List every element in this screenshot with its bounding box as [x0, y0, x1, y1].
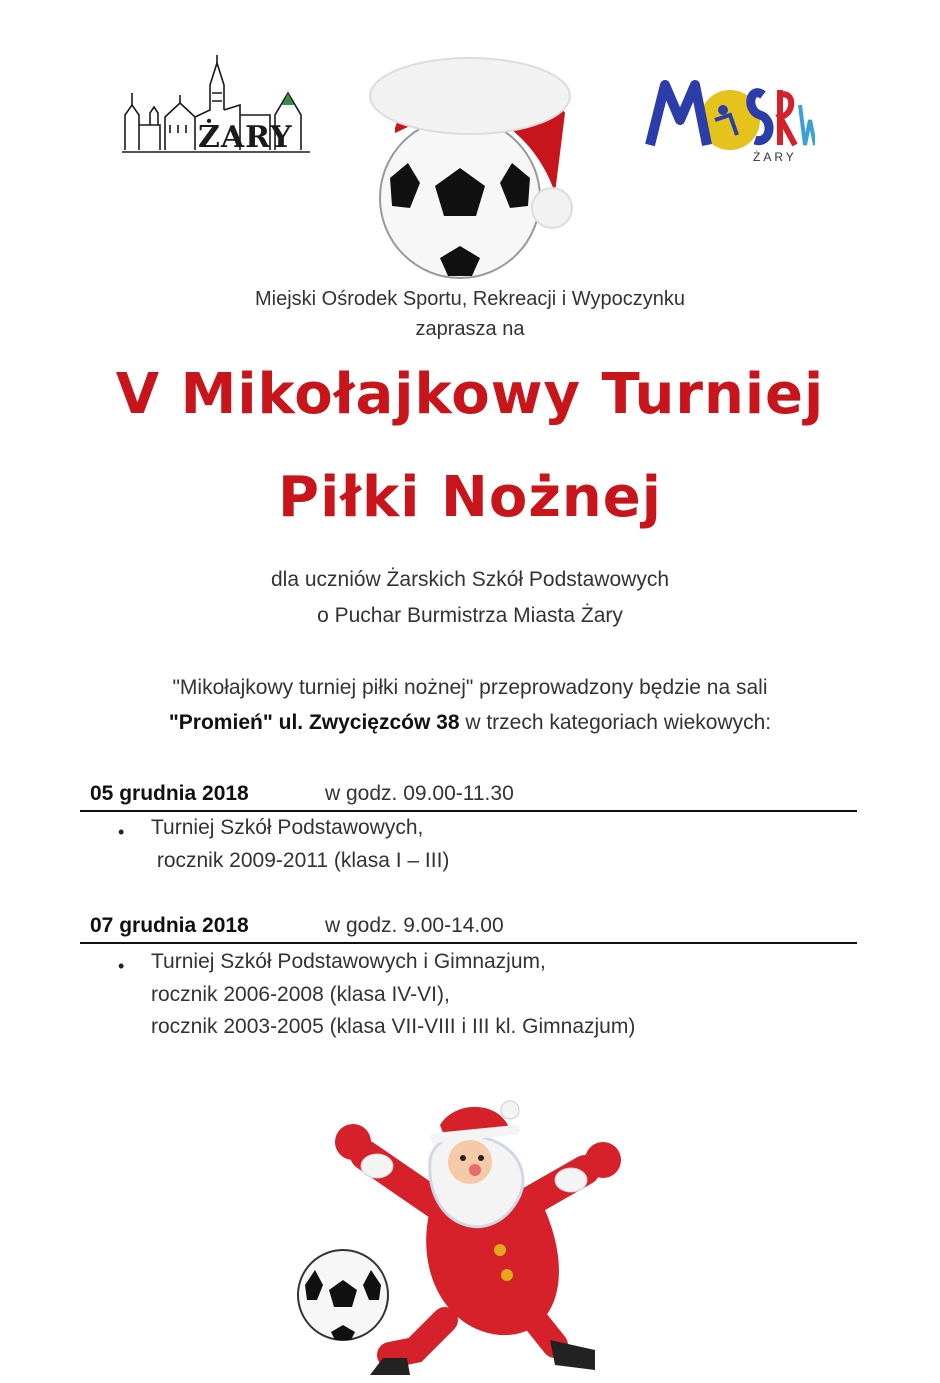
- santa-icon: [295, 1100, 645, 1375]
- mosir-logo-icon: [645, 65, 815, 155]
- organizer-name: Miejski Ośrodek Sportu, Rekreacji i Wypoczynku: [255, 288, 685, 310]
- trophy-text: o Puchar Burmistrza Miasta Żary: [317, 604, 623, 627]
- soccer-ball-santa-hat-image: [350, 18, 580, 280]
- event-title-line-2: Piłki Nożnej: [278, 465, 662, 530]
- description-line-1: "Mikołajkowy turniej piłki nożnej" przeprowadzony będzie na sali: [172, 676, 768, 699]
- schedule-date: 07 grudnia 2018: [90, 914, 249, 937]
- category-line: rocznik 2003-2005 (klasa VII-VIII i III kl. Gimnazjum): [151, 1015, 636, 1038]
- bullet-icon: •: [118, 956, 125, 976]
- schedule-row: [80, 780, 857, 812]
- category-line: Turniej Szkół Podstawowych i Gimnazjum,: [151, 950, 546, 973]
- description-line-2: [0, 711, 940, 735]
- mosir-logo: [645, 65, 815, 170]
- soccer-ball-icon: [350, 18, 580, 280]
- schedule-row: [80, 912, 857, 944]
- city-name-text: ŻARY: [198, 120, 293, 155]
- zary-city-logo: [120, 55, 315, 160]
- event-title-line-1: V Mikołajkowy Turniej: [115, 362, 825, 427]
- description-line-2-rest: w trzech kategoriach wiekowych:: [459, 711, 772, 734]
- category-line: rocznik 2009-2011 (klasa I – III): [151, 849, 450, 872]
- category-line: rocznik 2006-2008 (klasa IV-VI),: [151, 983, 450, 1006]
- audience-text: dla uczniów Żarskich Szkół Podstawowych: [271, 568, 669, 591]
- venue-name: "Promień" ul. Zwycięzców 38: [168, 711, 460, 734]
- santa-kicking-ball-image: [295, 1100, 645, 1375]
- schedule-time: w godz. 09.00-11.30: [325, 782, 514, 805]
- schedule-date: 05 grudnia 2018: [90, 782, 249, 805]
- category-line: Turniej Szkół Podstawowych,: [151, 816, 424, 839]
- mosir-city-text: ŻARY: [753, 150, 797, 164]
- invites-text: zaprasza na: [415, 318, 525, 340]
- bullet-icon: •: [118, 822, 125, 842]
- schedule-time: w godz. 9.00-14.00: [325, 914, 504, 937]
